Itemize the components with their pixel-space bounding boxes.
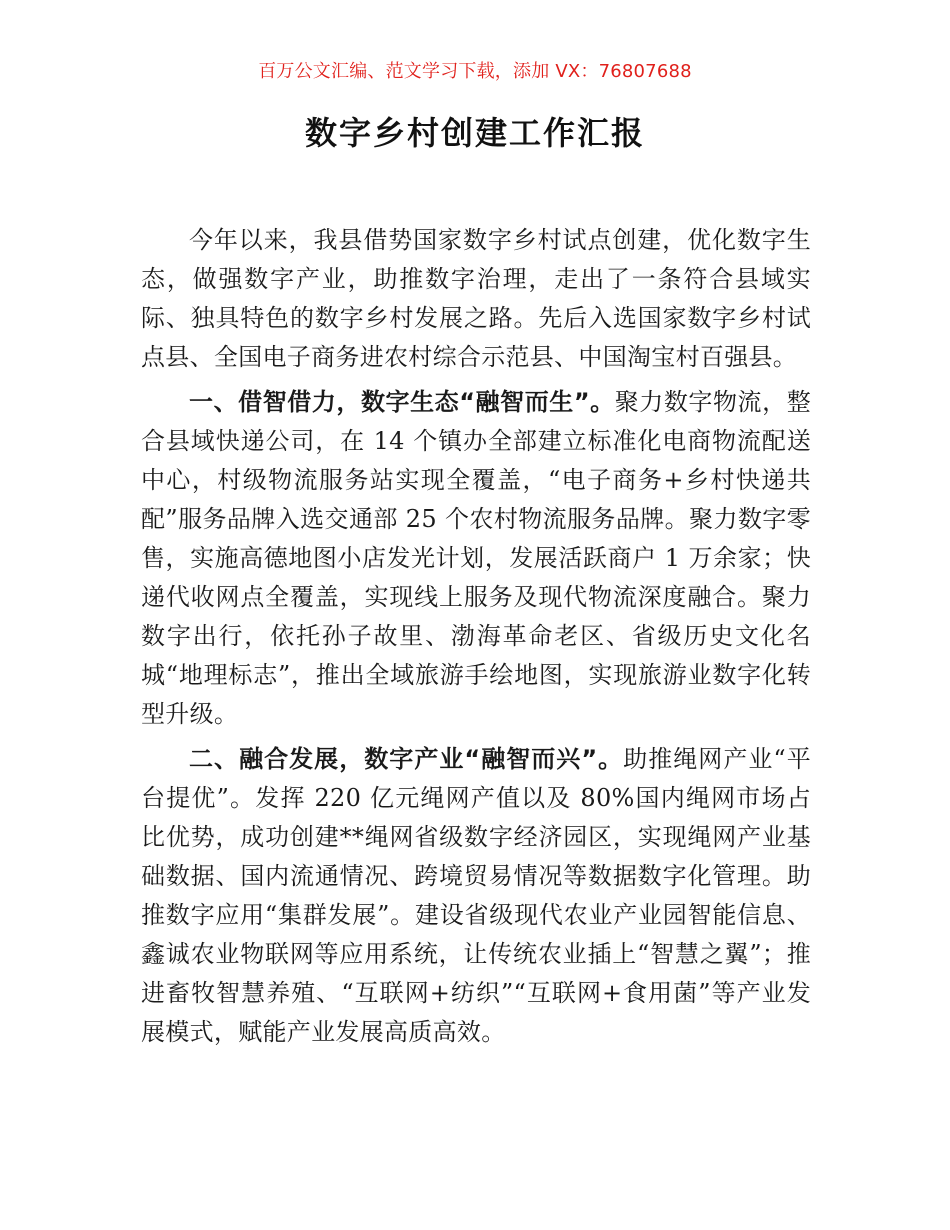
document-title: 数字乡村创建工作汇报 — [304, 114, 645, 152]
section-text-1: 聚力数字物流，整合县域快递公司，在 14 个镇办全部建立标准化电商物流配送中心，村级物流服务站实现全覆盖，“电子商务+乡村快递共配”服务品牌入选交通部 25 个农村物流服务品牌。聚力数字零售，实施高德地图小店发光计划，发展活跃商户 1 万余家；快递代收网点全覆盖，实现线上服务及现代物流深度融合。聚力数字出行，依托孙子故里、渤海革命老区、省级历史文化名城“地理标志”，推出全域旅游手绘地图，实现旅游业数字化转型升级。 — [141, 388, 811, 728]
header-notice: 百万公文汇编、范文学习下载，添加 VX：76807688 — [258, 61, 692, 82]
section-paragraph-1 — [141, 383, 811, 734]
section-heading-2: 二、融合发展，数字产业“融智而兴”。 — [189, 745, 624, 773]
intro-paragraph: 今年以来，我县借势国家数字乡村试点创建，优化数字生态，做强数字产业，助推数字治理，走出了一条符合县域实际、独具特色的数字乡村发展之路。先后入选国家数字乡村试点县、全国电子商务进农村综合示范县、中国淘宝村百强县。 — [141, 226, 811, 371]
section-text-2: 助推绳网产业“平台提优”。发挥 220 亿元绳网产值以及 80%国内绳网市场占比优势，成功创建**绳网省级数字经济园区，实现绳网产业基础数据、国内流通情况、跨境贸易情况等数据数字化管理。助推数字应用“集群发展”。建设省级现代农业产业园智能信息、鑫诚农业物联网等应用系统，让传统农业插上“智慧之翼”；推进畜牧智慧养殖、“互联网+纺织”“互联网+食用菌”等产业发展模式，赋能产业发展高质高效。 — [141, 745, 812, 1046]
section-heading-1: 一、借智借力，数字生态“融智而生”。 — [189, 388, 615, 416]
document-body — [141, 221, 811, 1058]
section-paragraph-2 — [141, 740, 811, 1052]
